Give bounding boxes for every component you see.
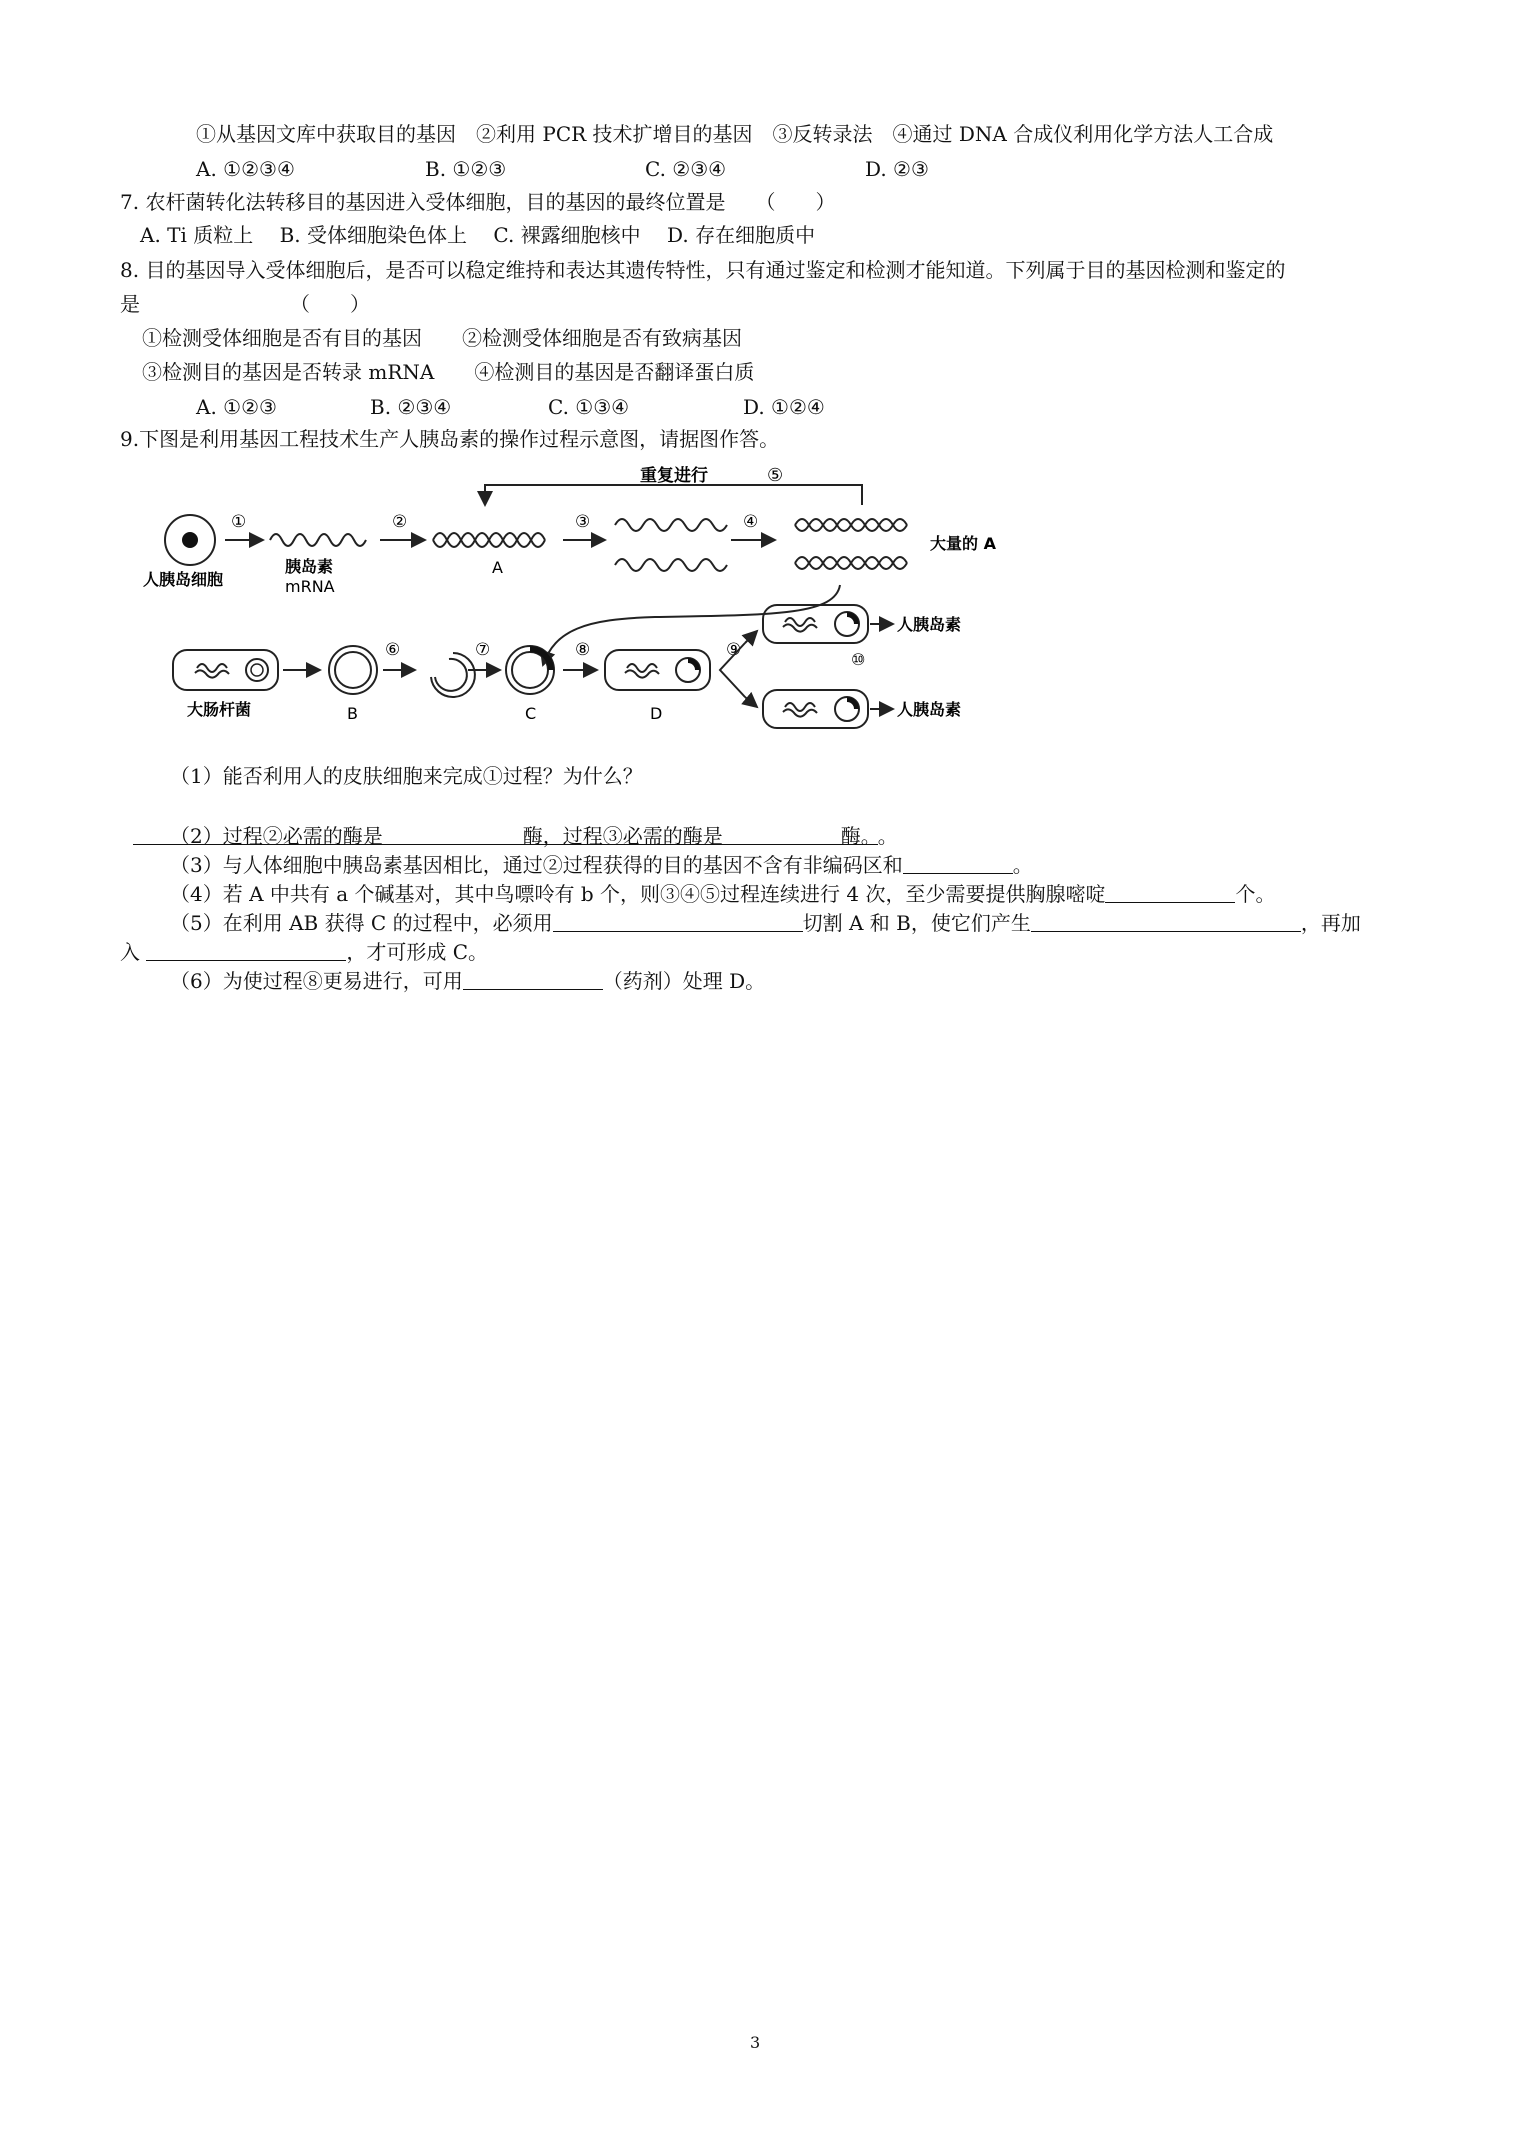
q9-sub1: （1）能否利用人的皮肤细胞来完成①过程？为什么？ — [170, 764, 643, 788]
label-d: D — [650, 704, 663, 723]
q8-items-line1: ①检测受体细胞是否有目的基因 ②检测受体细胞是否有致病基因 — [142, 326, 742, 350]
q8-items-line2: ③检测目的基因是否转录 mRNA ④检测目的基因是否翻译蛋白质 — [142, 360, 755, 384]
sub6-text-b: （药剂）处理 D。 — [602, 969, 766, 993]
daughter-cell-bottom-icon — [763, 690, 868, 728]
nucleus-icon — [182, 532, 198, 548]
sub5-text-b: 切割 A 和 B，使它们产生 — [802, 911, 1031, 935]
sub2-text-a: （2）过程②必需的酶是 — [170, 824, 383, 848]
sub4-text-b: 个。 — [1235, 882, 1276, 906]
q6-option-c: C. ②③④ — [645, 157, 727, 181]
q9-sub5 — [170, 909, 1361, 937]
label-a: A — [492, 558, 503, 577]
step2-label: ② — [392, 512, 408, 532]
step7-label: ⑦ — [475, 640, 491, 660]
q8-stem-line1: 8. 目的基因导入受体细胞后，是否可以稳定维持和表达其遗传特性，只有通过鉴定和检测才能知道。下列属于目的基因检测和鉴定的 — [120, 258, 1286, 282]
step1-label: ① — [231, 512, 247, 532]
q6-option-d: D. ②③ — [865, 157, 929, 181]
label-c: C — [525, 704, 537, 723]
plasmid-b-icon — [329, 646, 377, 694]
ecoli-label: 大肠杆菌 — [187, 700, 252, 719]
sub6-text-a: （6）为使过程⑧更易进行，可用 — [170, 969, 463, 993]
q6-items: ①从基因文库中获取目的基因 ②利用 PCR 技术扩增目的基因 ③反转录法 ④通过 DNA 合成仪利用化学方法人工合成 — [196, 122, 1274, 146]
human-insulin-top: 人胰岛素 — [897, 615, 962, 634]
sub5-text-c: ，再加 — [1300, 911, 1361, 935]
sub4-blank[interactable] — [1105, 882, 1235, 903]
step6-label: ⑥ — [385, 640, 401, 660]
sub2-blank-1[interactable] — [383, 824, 523, 845]
page-number: 3 — [750, 2033, 761, 2052]
mrna-strand — [270, 534, 366, 546]
sub1-end: 。 — [877, 824, 898, 848]
insulin-production-diagram — [135, 455, 1015, 755]
sub5-blank-1[interactable] — [553, 911, 803, 932]
step5-label: ⑤ — [767, 465, 784, 486]
label-b: B — [347, 704, 358, 723]
gene-a-double-strand — [433, 533, 545, 547]
sub3-text-a: （3）与人体细胞中胰岛素基因相比，通过②过程获得的目的基因不含有非编码区和 — [170, 853, 903, 877]
q9-sub4 — [170, 880, 1275, 908]
sub2-blank-2[interactable] — [723, 824, 841, 845]
ecoli-chromosome-icon — [195, 664, 229, 678]
step3-label: ③ — [575, 512, 591, 532]
daughter-cell-top-icon — [763, 605, 868, 643]
sub2-text-b: 酶，过程③必需的酶是 — [522, 824, 723, 848]
q6-option-a: A. ①②③④ — [196, 157, 295, 181]
q9-sub2 — [170, 822, 881, 850]
q8-option-d: D. ①②④ — [743, 395, 825, 419]
mass-a-label: 大量的 A — [930, 534, 996, 553]
sub5-text-a: （5）在利用 AB 获得 C 的过程中，必须用 — [170, 911, 553, 935]
mass-a-double-strands — [795, 519, 907, 569]
q8-option-c: C. ①③④ — [548, 395, 630, 419]
q9-sub5-line2 — [120, 938, 488, 966]
human-insulin-bottom: 人胰岛素 — [897, 700, 962, 719]
q8-stem-line2: 是 （ ） — [120, 292, 370, 316]
q9-sub6 — [170, 967, 765, 995]
repeat-bracket — [485, 485, 862, 505]
plasmid-icon — [246, 659, 268, 681]
mrna-label: mRNA — [285, 577, 335, 596]
q7-options: A. Ti 质粒上 B. 受体细胞染色体上 C. 裸露细胞核中 D. 存在细胞质中 — [140, 223, 816, 247]
transformed-cell-d-icon — [605, 650, 710, 690]
single-strand-top — [615, 519, 727, 531]
sub3-blank[interactable] — [903, 853, 1013, 874]
q7-stem: 7. 农杆菌转化法转移目的基因进入受体细胞，目的基因的最终位置是 （ ） — [120, 190, 836, 214]
q6-option-b: B. ①②③ — [425, 157, 507, 181]
step4-label: ④ — [743, 512, 759, 532]
q9-stem: 9.下图是利用基因工程技术生产人胰岛素的操作过程示意图，请据图作答。 — [120, 427, 780, 451]
q9-sub3 — [170, 851, 1033, 879]
q8-option-b: B. ②③④ — [370, 395, 452, 419]
sub5-text-e: ，才可形成 C。 — [346, 940, 489, 964]
repeat-label: 重复进行 — [640, 466, 708, 486]
insulin-label: 胰岛素 — [285, 557, 334, 576]
islet-cell-label: 人胰岛细胞 — [143, 570, 224, 589]
step9-label: ⑨ — [726, 640, 742, 660]
step8-label: ⑧ — [575, 640, 591, 660]
step10-label: ⑩ — [851, 650, 866, 669]
single-strand-bottom — [615, 559, 727, 571]
sub3-text-b: 。 — [1012, 853, 1033, 877]
sub4-text-a: （4）若 A 中共有 a 个碱基对，其中鸟嘌呤有 b 个，则③④⑤过程连续进行 4 次，至少需要提供胸腺嘧啶 — [170, 882, 1106, 906]
q8-option-a: A. ①②③ — [196, 395, 277, 419]
sub5-blank-2[interactable] — [1031, 911, 1301, 932]
sub2-text-c: 酶。 — [840, 824, 881, 848]
sub6-blank[interactable] — [463, 969, 603, 990]
sub5-text-d: 入 — [120, 940, 140, 964]
sub5-blank-3[interactable] — [146, 940, 346, 961]
